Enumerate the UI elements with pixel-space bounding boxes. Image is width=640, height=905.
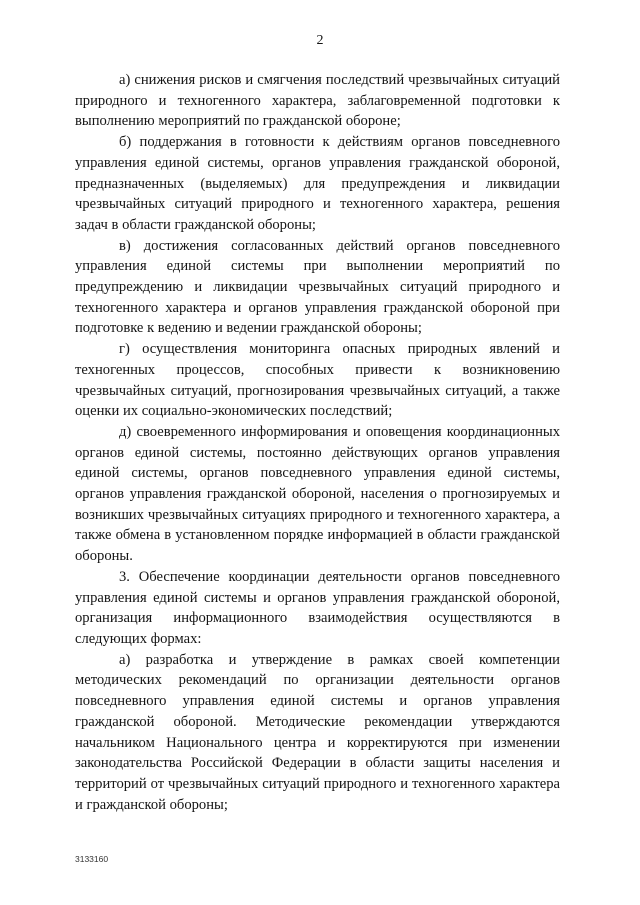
document-code: 3133160 [75, 854, 109, 864]
paragraph-a: а) снижения рисков и смягчения последствий чрезвычайных ситуаций природного и техногенного характера, заблаговременной подготовки к выполнению мероприятий по гражданской обороне; [75, 72, 560, 130]
document-body [75, 70, 560, 815]
paragraph-g: г) осуществления мониторинга опасных природных явлений и техногенных процессов, способных привести к возникновению чрезвычайных ситуаций, прогнозирования чрезвычайных ситуаций, а также оценки их социально-экономических последствий; [75, 341, 560, 420]
paragraph-section-3: 3. Обеспечение координации деятельности органов повседневного управления единой системы и органов управления гражданской обороной, организация информационного взаимодействия осуществляются в следующих формах: [75, 568, 560, 647]
page-number: 2 [316, 33, 324, 48]
paragraph-3a: а) разработка и утверждение в рамках своей компетенции методических рекомендаций по организации деятельности органов повседневного управления единой системы и органов управления гражданской обороной. Методические рекомендации утверждаются начальником Национального центра и корректируются при изменении законодательства Российской Федерации в области защиты населения и территорий от чрезвычайных ситуаций природного и техногенного характера и гражданской обороны; [75, 651, 560, 813]
paragraph-d: д) своевременного информирования и оповещения координационных органов единой системы, постоянно действующих органов управления единой системы, органов повседневного управления единой системы, органов управления гражданской обороной, населения о прогнозируемых и возникших чрезвычайных ситуациях природного и техногенного характера, а также обмена в установленном порядке информацией в области гражданской обороны. [75, 423, 560, 565]
paragraph-b: б) поддержания в готовности к действиям органов повседневного управления единой системы, органов управления гражданской обороной, предназначенных (выделяемых) для предупреждения и ликвидации чрезвычайных ситуаций природного и техногенного характера, решения задач в области гражданской обороны; [75, 134, 560, 233]
paragraph-v: в) достижения согласованных действий органов повседневного управления единой системы при выполнении мероприятий по предупреждению и ликвидации чрезвычайных ситуаций природного и техногенного характера и органов управления гражданской обороной при подготовке к ведению и ведении гражданской обороны; [75, 237, 560, 337]
